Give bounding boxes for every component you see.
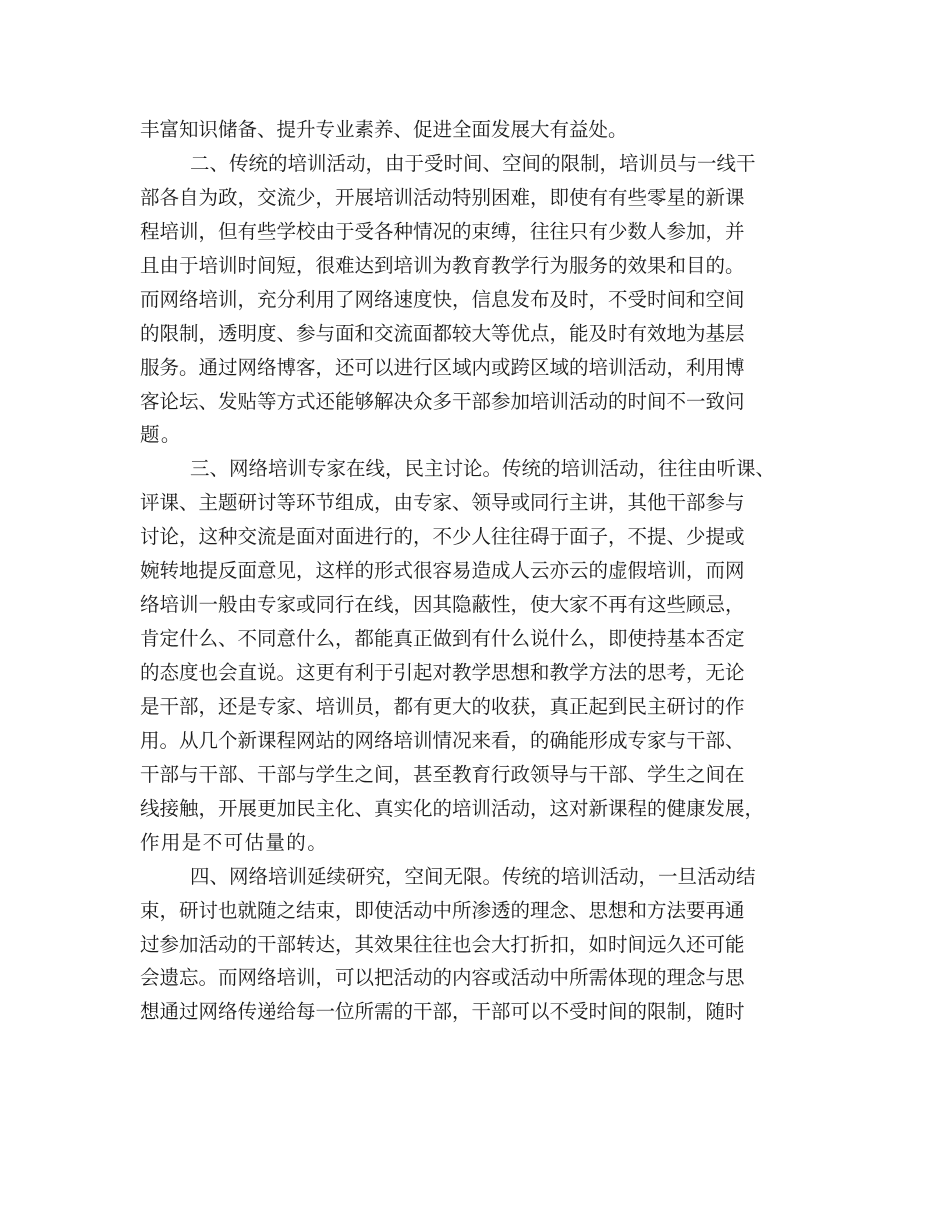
text-line: 想通过网络传递给每一位所需的干部，干部可以不受时间的限制，随时 xyxy=(140,1000,745,1024)
text-line: 三、网络培训专家在线，民主讨论。传统的培训活动，往往由听课、 xyxy=(190,457,776,481)
text-line: 过参加活动的干部转达，其效果往往也会大打折扣，如时间远久还可能 xyxy=(140,932,745,956)
text-line: 二、传统的培训活动，由于受时间、空间的限制，培训员与一线干 xyxy=(190,151,756,175)
text-line: 评课、主题研讨等环节组成，由专家、领导或同行主讲，其他干部参与 xyxy=(140,491,745,515)
body-text xyxy=(140,113,830,1029)
text-line: 部各自为政，交流少，开展培训活动特别困难，即使有有些零星的新课 xyxy=(140,185,745,209)
text-line: 会遗忘。而网络培训，可以把活动的内容或活动中所需体现的理念与思 xyxy=(140,966,745,990)
text-line: 服务。通过网络博客，还可以进行区域内或跨区域的培训活动，利用博 xyxy=(140,355,745,379)
text-line: 且由于培训时间短，很难达到培训为教育教学行为服务的效果和目的。 xyxy=(140,253,745,277)
text-line: 程培训，但有些学校由于受各种情况的束缚，往往只有少数人参加，并 xyxy=(140,219,745,243)
text-line: 络培训一般由专家或同行在线，因其隐蔽性，使大家不再有这些顾忌， xyxy=(140,593,745,617)
text-line: 讨论，这种交流是面对面进行的，不少人往往碍于面子，不提、少提或 xyxy=(140,525,745,549)
text-line: 线接触，开展更加民主化、真实化的培训活动，这对新课程的健康发展， xyxy=(140,796,765,820)
text-line: 四、网络培训延续研究，空间无限。传统的培训活动，一旦活动结 xyxy=(190,864,756,888)
text-line: 作用是不可估量的。 xyxy=(140,830,329,854)
text-line: 束，研讨也就随之结束，即使活动中所渗透的理念、思想和方法要再通 xyxy=(140,898,745,922)
text-line: 肯定什么、不同意什么，都能真正做到有什么说什么，即使持基本否定 xyxy=(140,627,745,651)
text-line: 是干部，还是专家、培训员，都有更大的收获，真正起到民主研讨的作 xyxy=(140,694,745,718)
text-line: 的限制，透明度、参与面和交流面都较大等优点，能及时有效地为基层 xyxy=(140,321,745,345)
text-line: 而网络培训，充分利用了网络速度快，信息发布及时，不受时间和空间 xyxy=(140,287,745,311)
text-line: 丰富知识储备、提升专业素养、促进全面发展大有益处。 xyxy=(140,118,628,141)
text-line: 婉转地提反面意见，这样的形式很容易造成人云亦云的虚假培训，而网 xyxy=(140,559,745,583)
text-line: 客论坛、发贴等方式还能够解决众多干部参加培训活动的时间不一致问 xyxy=(140,389,745,413)
text-line: 题。 xyxy=(140,423,182,447)
text-line: 的态度也会直说。这更有利于引起对教学思想和教学方法的思考，无论 xyxy=(140,661,745,684)
text-line: 用。从几个新课程网站的网络培训情况来看，的确能形成专家与干部、 xyxy=(140,728,745,752)
text-line: 干部与干部、干部与学生之间，甚至教育行政领导与干部、学生之间在 xyxy=(140,762,745,786)
